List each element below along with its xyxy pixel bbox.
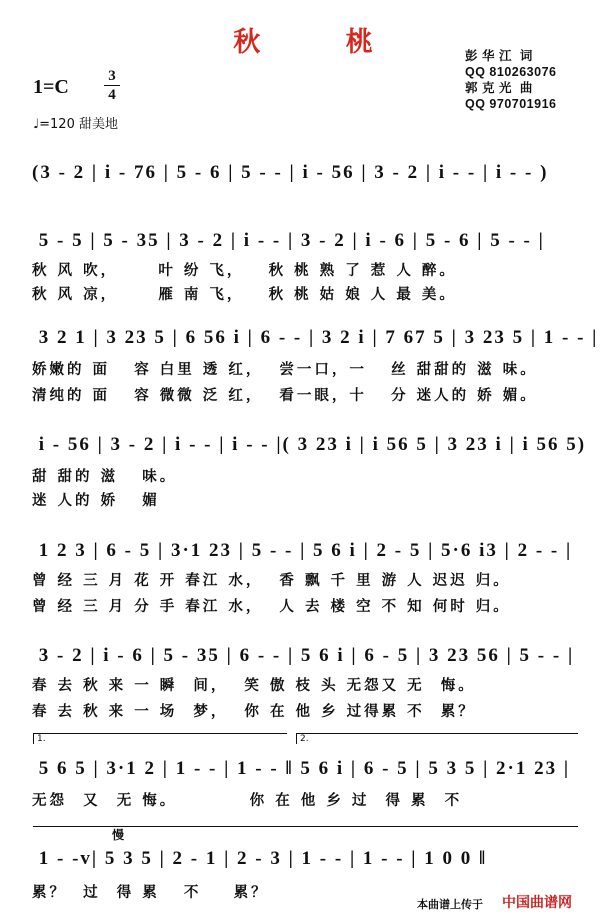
notation-line: 5 6 5 | 3·1 2 | 1 - - | 1 - - ‖ 5 6 i | 6 - 5 | 5 3 5 | 2·1 23 | [32,758,571,779]
notation-line: 3 - 2 | i - 6 | 5 - 35 | 6 - - | 5 6 i | 6 - 5 | 3 23 56 | 5 - - | [32,645,575,666]
notation-line: 1 - -v| 5 3 5 | 2 - 1 | 2 - 3 | 1 - - | 1 - - | 1 0 0 ‖ [32,848,488,869]
notation-line: 5 - 5 | 5 - 35 | 3 - 2 | i - - | 3 - 2 | i - 6 | 5 - 6 | 5 - - | [32,230,545,251]
time-signature [104,68,120,103]
credits [465,48,557,112]
song-title: 秋 桃 [233,27,411,58]
lyricist: 彭 华 江 词 [465,49,533,63]
lyric-verse-1: 累？ 过 得 累 不 累？ [32,885,269,901]
volta-1: 1. [33,733,287,744]
key-signature: 1=C [33,76,69,98]
lyric-verse-1: 无怨 又 无 悔。 你 在 他 乡 过 得 累 不 [32,793,463,809]
lyric-verse-1: 娇嫩的 面 容 白里 透 红， 尝一口，一 丝 甜甜的 滋 味。 [32,362,538,378]
composer: 郭 克 光 曲 [465,81,533,95]
notation-line: 1 2 3 | 6 - 5 | 3·1 23 | 5 - - | 5 6 i | 2 - 5 | 5·6 i3 | 2 - - | [32,540,573,561]
notation-line: 3 2 1 | 3 23 5 | 6 56 i | 6 - - | 3 2 i | 7 67 5 | 3 23 5 | 1 - - | [32,327,599,348]
tempo-slow-mark: 慢 [112,828,125,842]
tempo-marking: ♩=120 甜美地 [33,117,118,132]
notation-line: i - 56 | 3 - 2 | i - - | i - - |( 3 23 i | i 56 5 | 3 23 i | i 56 5) [32,434,587,455]
lyric-verse-1: 秋 风 吹， 叶 纷 飞， 秋 桃 熟 了 惹 人 醉。 [32,263,457,279]
lyric-verse-2: 春 去 秋 来 一 场 梦， 你 在 他 乡 过得累 不 累？ [32,704,476,720]
lyric-verse-2: 曾 经 三 月 分 手 春江 水， 人 去 楼 空 不 知 何时 归。 [32,599,511,615]
volta-2: 2. [296,733,578,744]
composer-qq: QQ 970701916 [465,97,557,111]
lyric-verse-2: 迷 人的 娇 媚 [32,493,160,509]
upload-note: 本曲谱上传于 [417,898,483,911]
lyric-verse-1: 甜 甜的 滋 味。 [32,469,178,485]
notation-line: (3 - 2 | i - 76 | 5 - 6 | 5 - - | i - 56 | 3 - 2 | i - - | i - - ) [32,162,549,183]
time-signature-bottom: 4 [108,87,116,103]
site-logo: 中国曲谱网 [502,896,572,911]
time-signature-top: 3 [108,68,116,84]
lyric-verse-2: 清纯的 面 容 微微 泛 红， 看一眼，十 分 迷人的 娇 媚。 [32,388,538,404]
lyric-verse-1: 曾 经 三 月 花 开 春江 水， 香 飘 千 里 游 人 迟迟 归。 [32,573,511,589]
lyricist-qq: QQ 810263076 [465,65,557,79]
lyric-verse-2: 秋 风 凉， 雁 南 飞， 秋 桃 姑 娘 人 最 美。 [32,287,457,303]
lyric-verse-1: 春 去 秋 来 一 瞬 间， 笑 傲 枝 头 无怨又 无 悔。 [32,678,476,694]
